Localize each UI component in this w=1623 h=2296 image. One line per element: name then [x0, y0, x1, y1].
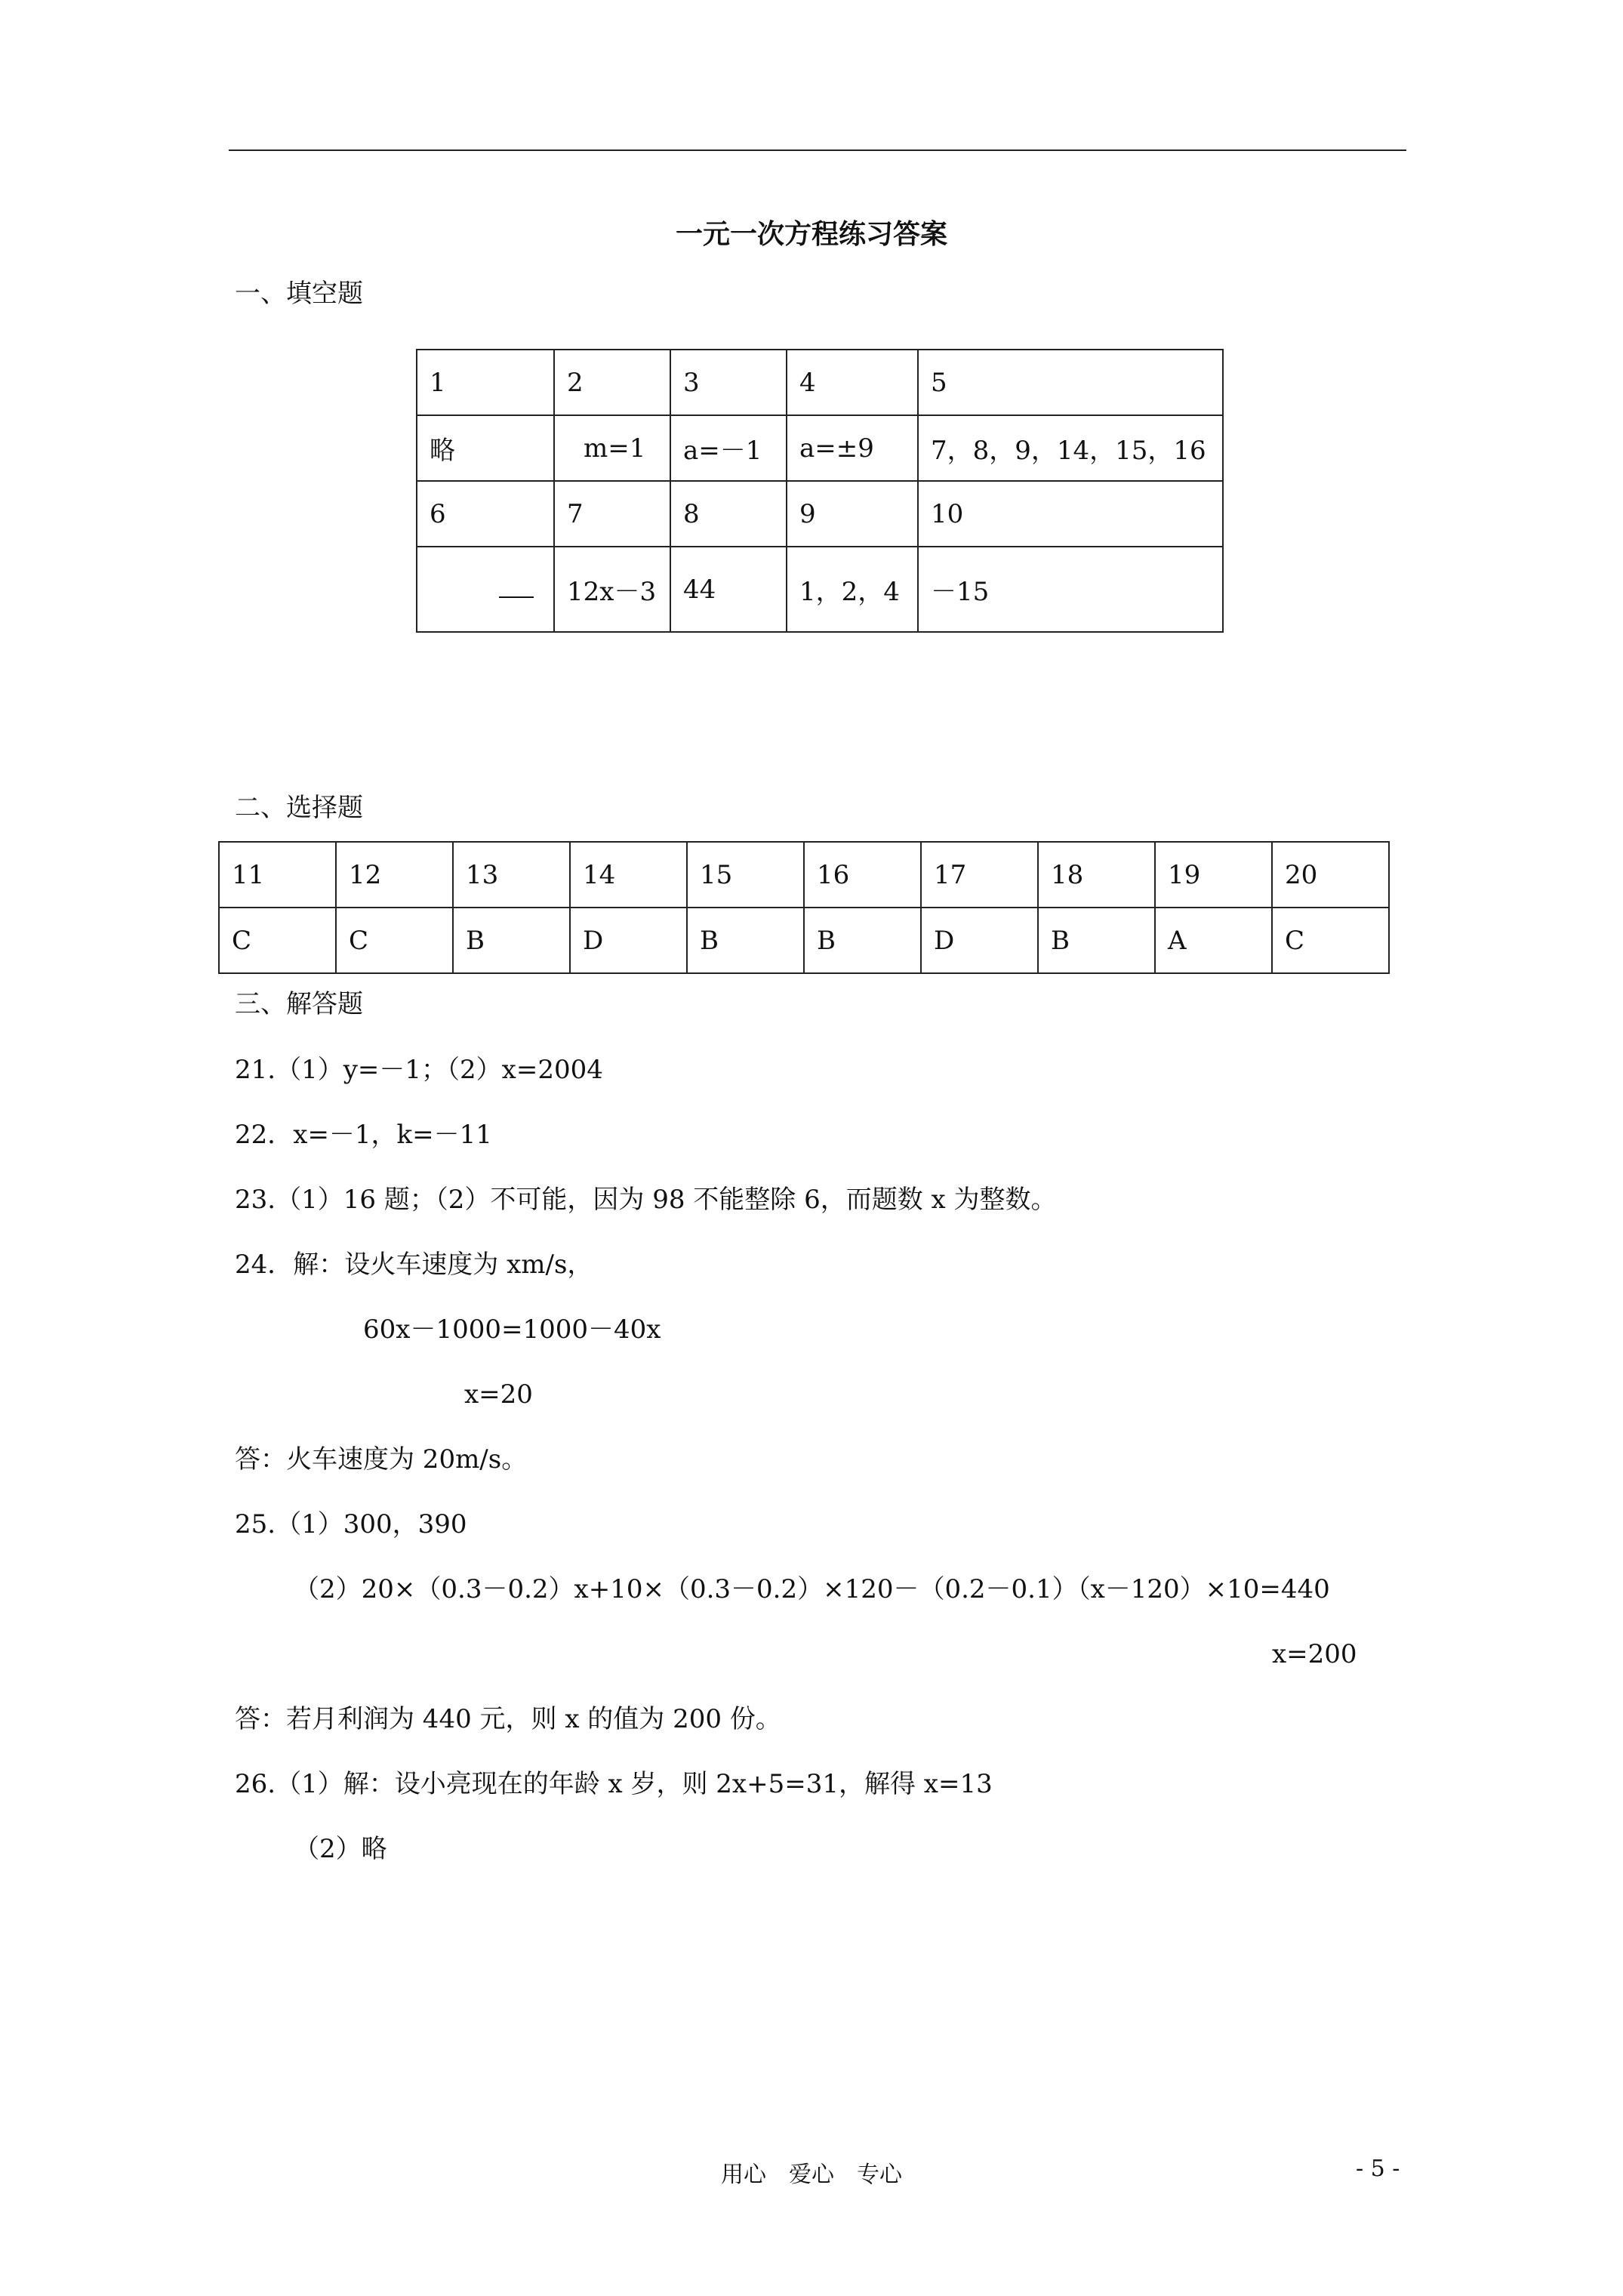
table-cell: 12: [336, 842, 453, 908]
table-cell: 11: [219, 842, 336, 908]
answer-line: 21.（1）y=－1；（2）x=2004: [235, 1055, 603, 1085]
table-cell: 13: [453, 842, 570, 908]
table-cell: 4: [787, 350, 918, 415]
table-cell: 1: [417, 350, 554, 415]
table-cell: －15: [918, 547, 1223, 632]
table-cell: A: [1155, 908, 1272, 973]
table-cell: 10: [918, 481, 1223, 547]
fill-in-answer-table: [416, 349, 1224, 633]
table-cell: m=1: [554, 415, 670, 481]
table-cell: 18: [1038, 842, 1155, 908]
section-heading-multiple-choice: 二、选择题: [235, 793, 363, 823]
table-row: [417, 350, 1223, 415]
table-cell: 7: [554, 481, 670, 547]
table-cell: C: [336, 908, 453, 973]
table-cell: 19: [1155, 842, 1272, 908]
header-rule: [229, 149, 1406, 151]
answer-line: 22．x=－1，k=－11: [235, 1120, 492, 1150]
equation-line: （2）20×（0.3－0.2）x+10×（0.3－0.2）×120－（0.2－0.1）（x－120）×10=440: [294, 1574, 1330, 1604]
table-cell: 12x－3: [554, 547, 670, 632]
table-cell: D: [570, 908, 687, 973]
table-cell: 16: [804, 842, 921, 908]
table-cell: B: [453, 908, 570, 973]
answer-line: 答：若月利润为 440 元，则 x 的值为 200 份。: [235, 1704, 781, 1734]
answer-line: （2）略: [294, 1834, 387, 1864]
equation-line: 60x－1000=1000－40x: [363, 1314, 661, 1345]
table-cell: 略: [417, 415, 554, 481]
table-cell: 15: [687, 842, 804, 908]
table-cell: 17: [921, 842, 1038, 908]
answer-line: 26.（1）解：设小亮现在的年龄 x 岁，则 2x+5=31，解得 x=13: [235, 1769, 993, 1799]
table-cell: a=－1: [670, 415, 787, 481]
table-cell: 7，8，9，14，15，16: [918, 415, 1223, 481]
table-cell: C: [1272, 908, 1389, 973]
multiple-choice-answer-table: [218, 841, 1390, 974]
table-cell: B: [804, 908, 921, 973]
page-number: - 5 -: [1356, 2156, 1400, 2182]
table-cell: 6: [417, 481, 554, 547]
table-row: [219, 908, 1389, 973]
table-cell: 44: [670, 547, 787, 632]
table-cell: 9: [787, 481, 918, 547]
answer-line: 答：火车速度为 20m/s。: [235, 1444, 528, 1475]
answer-line: 23.（1）16 题；（2）不可能，因为 98 不能整除 6，而题数 x 为整数。: [235, 1185, 1057, 1215]
answer-line: 25.（1）300，390: [235, 1509, 467, 1539]
table-cell: 2: [554, 350, 670, 415]
table-cell: [417, 547, 554, 632]
table-cell: 3: [670, 350, 787, 415]
equation-line: x=20: [464, 1379, 533, 1410]
table-cell: B: [1038, 908, 1155, 973]
section-heading-solutions: 三、解答题: [235, 989, 363, 1019]
table-cell: 14: [570, 842, 687, 908]
table-row: [219, 842, 1389, 908]
table-row: [417, 481, 1223, 547]
table-cell: D: [921, 908, 1038, 973]
table-row: [417, 547, 1223, 632]
table-cell: C: [219, 908, 336, 973]
footer-motto: 用心 爱心 专心: [721, 2162, 902, 2188]
blank-line: [499, 574, 534, 598]
table-cell: 8: [670, 481, 787, 547]
table-cell: 5: [918, 350, 1223, 415]
section-heading-fill-in: 一、填空题: [235, 279, 363, 309]
table-cell: a=±9: [787, 415, 918, 481]
equation-line: x=200: [1272, 1639, 1357, 1669]
table-cell: 1，2，4: [787, 547, 918, 632]
table-cell: B: [687, 908, 804, 973]
table-cell: 20: [1272, 842, 1389, 908]
table-row: [417, 415, 1223, 481]
answer-line: 24．解：设火车速度为 xm/s，: [235, 1250, 593, 1280]
page-title: 一元一次方程练习答案: [675, 218, 947, 250]
